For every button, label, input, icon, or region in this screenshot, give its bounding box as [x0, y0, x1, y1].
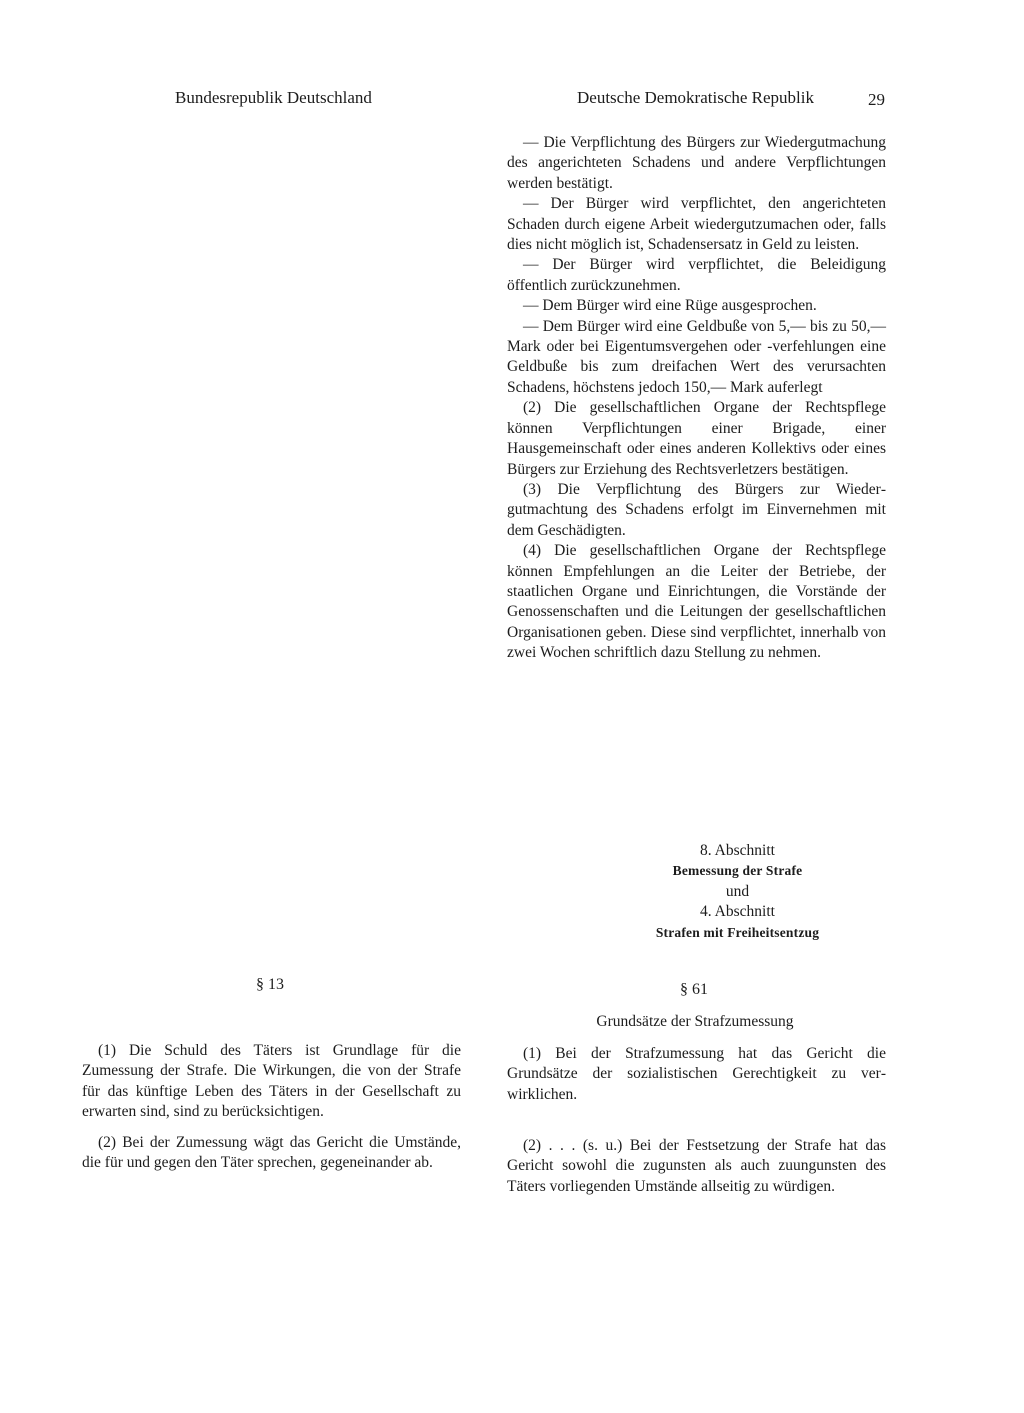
- paragraph-item: (2) Bei der Zumessung wägt das Gericht die Umstände, die für und gegen den Täter sprechen, gegeneinander ab.: [82, 1133, 461, 1172]
- header-right-title: Deutsche Demokratische Republik: [577, 88, 814, 107]
- paragraph-sign-right: § 61: [680, 981, 708, 998]
- paragraph-heading-right: Grundsätze der Strafzumessung: [596, 1013, 794, 1030]
- page-number: 29: [868, 90, 885, 109]
- paragraph-item: — Dem Bürger wird eine Rüge ausgesprochen.: [523, 297, 817, 315]
- paragraph-item: (1) Die Schuld des Täters ist Grundlage für die Zumessung der Strafe. Die Wirkungen, die von der Strafe für das künftige Leben des Täters in der Gesellschaft zu erwarten sind, sind zu berücksichtigen.: [82, 1042, 461, 1121]
- paragraph-item: (2) Die gesellschaftlichen Organe der Rechtspflege können Verpflichtungen einer Brigade, einer Hausgemeinschaft oder eines anderen Kollektivs oder eines Bürgers zur Erziehung des Rechtsverletzers bestätigen.: [507, 399, 886, 478]
- left-text-block: [82, 1041, 461, 1173]
- paragraph-item: — Der Bürger wird verpflichtet, die Beleidigung öffentlich zurückzunehmen.: [507, 256, 886, 294]
- section-heading-title: Bemessung der Strafe: [672, 863, 803, 879]
- paragraph-item: (2) . . . (s. u.) Bei der Festsetzung der Strafe hat das Gericht sowohl die zugunsten als auch zuungunsten des Täters vorliegenden Umstände allseitig zu würdigen.: [507, 1137, 886, 1195]
- section-heading-title: Strafen mit Freiheitsentzug: [655, 924, 820, 940]
- paragraph-item: (4) Die gesellschaftlichen Organe der Rechtspflege können Empfehlungen an die Leiter der Betriebe, der staatlichen Organe und Einrichtungen, die Vorstände der Genossenschaften und die Leitungen der gesellschaftlichen Organisationen geben. Diese sind verpflichtet, innerhalb von zwei Wochen schriftlich dazu Stellung zu nehmen.: [507, 542, 886, 662]
- right-text-block-2: [507, 1136, 886, 1197]
- section-heading-line: 4. Abschnitt: [700, 903, 775, 921]
- section-heading-line: 8. Abschnitt: [700, 842, 775, 859]
- section-heading-conjunction: und: [725, 882, 750, 900]
- upper-right-text-block: [507, 133, 886, 664]
- paragraph-item: — Der Bürger wird verpflichtet, den angerichteten Schaden durch eigene Arbeit wiedergutzumachen oder, falls dies nicht möglich ist, Schadensersatz in Geld zu leisten.: [507, 195, 886, 254]
- paragraph-item: — Dem Bürger wird eine Geldbuße von 5,— bis zu 50,— Mark oder bei Eigentumsvergehen oder -verfehlungen eine Geldbuße bis zum dreifachen Wert des verursachten Schadens, höchstens jedoch 150,— Mark auferlegt: [507, 317, 886, 396]
- header-left-title: Bundesrepublik Deutschland: [175, 88, 372, 107]
- paragraph-item: (1) Bei der Strafzumessung hat das Gericht die Grundsätze der sozialistischen Gerechtigkeit zu verwirklichen.: [507, 1045, 886, 1103]
- right-text-block-1: [507, 1044, 886, 1105]
- section-heading: [560, 841, 915, 943]
- paragraph-item: (3) Die Verpflichtung des Bürgers zur Wiedergutmachtung des Schadens erfolgt im Einvernehmen mit dem Geschädigten.: [507, 480, 886, 539]
- paragraph-item: — Die Verpflichtung des Bürgers zur Wiedergutmachung des angerichteten Schadens und andere Verpflichtungen werden bestätigt.: [507, 134, 886, 192]
- paragraph-sign-left: § 13: [256, 976, 284, 993]
